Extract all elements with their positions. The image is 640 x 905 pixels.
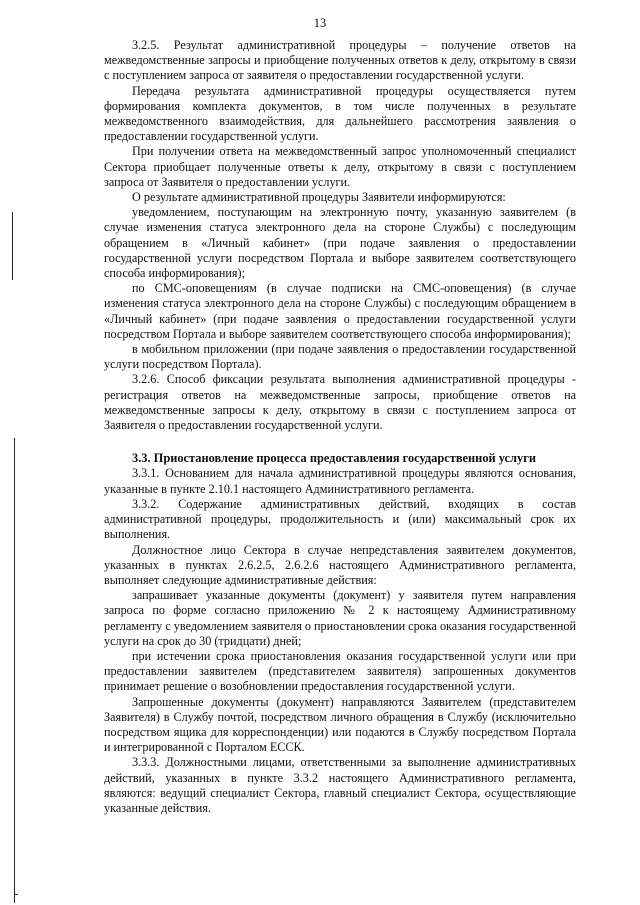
paragraph-request-documents: запрашивает указанные документы (документ) у заявителя путем направления запроса по форме согласно приложению № 2 к настоящему Административному регламенту с уведомлением заявителя о приостановлении срока оказания государственной услуги на срок до 30 (тридцати) дней; <box>104 588 576 648</box>
paragraph-3-2-5: 3.2.5. Результат административной процедуры – получение ответов на межведомственные запросы и приобщение полученных ответов к делу, открытому в связи с поступлением запроса от заявителя о предоставлении государственной услуги. <box>104 38 576 83</box>
paragraph-3-2-6: 3.2.6. Способ фиксации результата выполнения административной процедуры - регистрация ответов на межведомственные запросы, приобщение ответов на межведомственные запросы к делу, открытому в связи с поступлением запроса от Заявителя о предоставлении государственной услуги. <box>104 372 576 433</box>
paragraph-documents-submission: Запрошенные документы (документ) направляются Заявителем (представителем Заявителя) в Службу почтой, посредством личного обращения в Службу (исключительно посредством ящика для корреспонденции) или подаются в Службу посредством Портала и интегрированной с Порталом ЕССК. <box>104 694 576 755</box>
paragraph-sms-notice: по СМС-оповещениям (в случае подписки на СМС-оповещения) (в случае изменения статуса электронного дела на стороне Службы) с последующим обращением в «Личный кабинет» (при подаче заявления о предоставлении государственной услуги посредством Портала и выборе заявителем соответствующего способа информирования); <box>104 281 576 341</box>
paragraph-mobile-app: в мобильном приложении (при подаче заявления о предоставлении государственной услуги посредством Портала). <box>104 342 576 372</box>
paragraph-3-3-2: 3.3.2. Содержание административных действий, входящих в состав административной процедуры, продолжительность и (или) максимальный срок их выполнения. <box>104 496 576 542</box>
left-margin-line <box>14 438 15 903</box>
margin-tick <box>14 894 18 895</box>
section-heading-3-3: 3.3. Приостановление процесса предоставления государственной услуги <box>132 451 536 466</box>
left-margin-line <box>12 212 13 280</box>
paragraph-official-actions: Должностное лицо Сектора в случае непредставления заявителем документов, указанных в пунктах 2.6.2.5, 2.6.2.6 настоящего Административного регламента, выполняет следующие административные действия: <box>104 542 576 587</box>
paragraph-3-3-1: 3.3.1. Основанием для начала административной процедуры являются основания, указанные в пункте 2.10.1 настоящего Административного регламента. <box>104 466 576 496</box>
paragraph-email-notice: уведомлением, поступающим на электронную почту, указанную заявителем (в случае изменения статуса электронного дела на стороне Службы) с последующим обращением в «Личный кабинет» (при подаче заявления о предоставлении государственной услуги посредством Портала и выборе заявителем соответствующего способа информирования); <box>104 205 576 281</box>
paragraph-receiving-response: При получении ответа на межведомственный запрос уполномоченный специалист Сектора приобщает полученные ответы к делу, открытому в связи с поступлением запроса от Заявителя о предоставлении услуги. <box>104 144 576 189</box>
paragraph-3-3-3: 3.3.3. Должностными лицами, ответственными за выполнение административных действий, указанных в пункте 3.3.2 настоящего Административного регламента, являются: ведущий специалист Сектора, главный специалист Сектора, осуществляющие указанные действия. <box>104 755 576 815</box>
page-number: 13 <box>313 16 327 30</box>
paragraph-resume-decision: при истечении срока приостановления оказания государственной услуги или при предоставлении заявителем (представителем заявителя) запрошенных документов принимает решение о возобновлении предоставления государственной услуги. <box>104 648 576 694</box>
paragraph-inform-intro: О результате административной процедуры Заявители информируются: <box>132 190 506 205</box>
paragraph-transfer-result: Передача результата административной процедуры осуществляется путем формирования комплекта документов, в том числе полученных в результате межведомственного взаимодействия, для дальнейшего рассмотрения заявления о предоставлении государственной услуги. <box>104 83 576 144</box>
document-body <box>104 38 576 816</box>
